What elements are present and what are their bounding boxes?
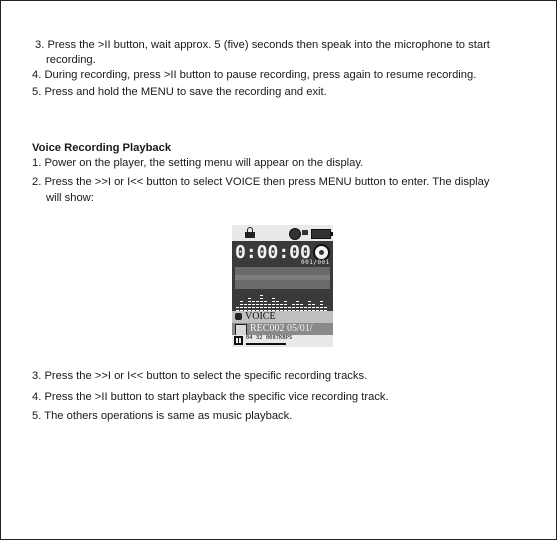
step-5-other-ops: 5. The others operations is same as music playback. <box>32 410 293 422</box>
step-1-power: 1. Power on the player, the setting menu will appear on the display. <box>32 157 364 169</box>
spectrum-bar <box>296 300 299 311</box>
spectrum-bar <box>252 299 255 311</box>
spectrum-bar <box>320 301 323 311</box>
file-label: REC002 05/01/ <box>250 323 313 334</box>
spectrum-bar <box>280 304 283 311</box>
pause-icon <box>234 336 243 345</box>
step-3-record-continued: recording. <box>46 54 96 66</box>
step-4-pause: 4. During recording, press >II button to pause recording, press again to resume recording. <box>32 69 477 81</box>
file-row <box>232 323 333 335</box>
step-2-select-voice: 2. Press the >>I or I<< button to select VOICE then press MENU button to enter. The display <box>32 176 490 188</box>
section-title: Voice Recording Playback <box>32 142 172 154</box>
lock-icon <box>245 227 255 238</box>
spectrum-bar <box>256 301 259 311</box>
battery-icon <box>311 229 331 239</box>
repeat-mode-icon <box>302 230 308 235</box>
spectrum-bar <box>268 303 271 311</box>
spectrum-visualizer <box>232 291 333 311</box>
elapsed-time: 0:00:00 <box>235 242 311 263</box>
level-bar <box>246 343 286 345</box>
step-2-continued: will show: <box>46 192 94 204</box>
status-bar <box>232 225 333 241</box>
microphone-icon <box>235 313 242 320</box>
step-5-save: 5. Press and hold the MENU to save the recording and exit. <box>32 86 327 98</box>
progress-area <box>235 267 330 289</box>
spectrum-bar <box>260 294 263 311</box>
spectrum-bar <box>264 300 267 311</box>
track-counter: 001/001 <box>301 259 330 266</box>
spectrum-bar <box>308 301 311 311</box>
step-3-select-track: 3. Press the >>I or I<< button to select the specific recording tracks. <box>32 370 368 382</box>
spectrum-bar <box>292 302 295 311</box>
spectrum-bar <box>272 298 275 311</box>
step-3-record: 3. Press the >II button, wait approx. 5 (five) seconds then speak into the microphone to start <box>35 39 490 51</box>
mode-label: VOICE <box>245 311 276 322</box>
bitrate-status: 04 32 0087KBPS <box>246 335 293 341</box>
spectrum-bar <box>300 303 303 311</box>
playback-status-row <box>232 335 333 347</box>
spectrum-bar <box>244 302 247 311</box>
player-screen-image <box>232 225 333 347</box>
mode-row <box>232 311 333 323</box>
spectrum-bar <box>240 301 243 311</box>
step-4-playback: 4. Press the >II button to start playback the specific vice recording track. <box>32 391 389 403</box>
spectrum-bar <box>276 301 279 311</box>
spectrum-bar <box>248 296 251 311</box>
spectrum-bar <box>312 304 315 311</box>
eq-icon <box>289 228 301 240</box>
spectrum-bar <box>284 301 287 311</box>
